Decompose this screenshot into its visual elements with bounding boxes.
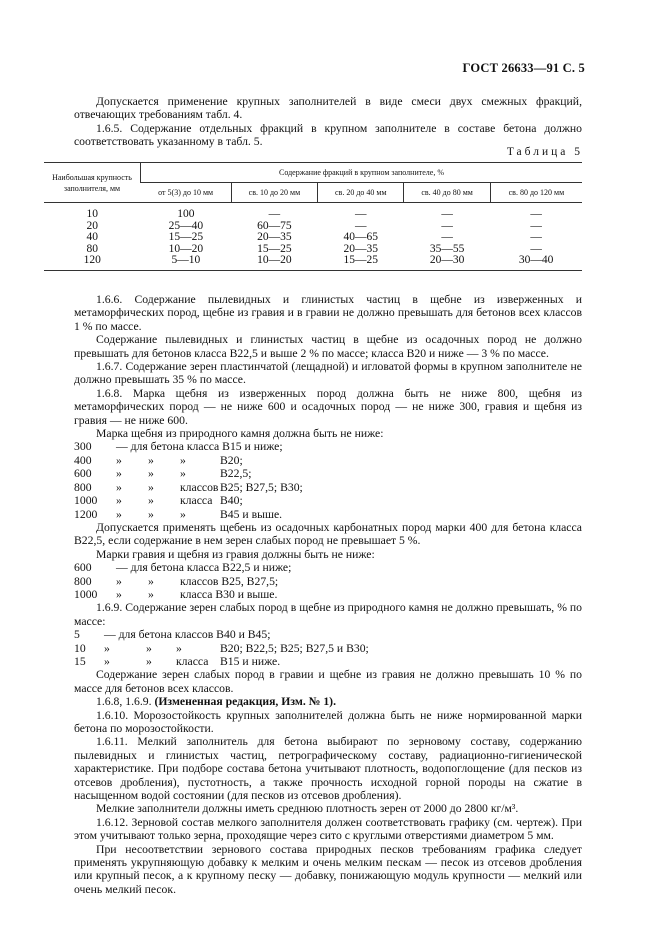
table-row — [44, 221, 582, 233]
gravel-marks-list — [74, 561, 582, 601]
table-cell: 20—35 — [257, 231, 292, 243]
paragraph-nonconformity: При несоответствии зернового состава природных песков требованиям графика следует применять укрупняющую добавку к мелким и очень мелким пескам — песок из отсевов дробления или крупный песок, а к крупному песку — добавку, понижающую модуль крупности — мелкий или очень мелкий песок. — [74, 842, 582, 896]
paragraph-1-6-6b: Содержание пылевидных и глинистых частиц в щебне из осадочных пород не должно превышать для бетонов класса B22,5 и выше 2 % по массе; класса В20 и ниже — 3 % по массе. — [74, 333, 582, 360]
table-cell: 25—40 — [168, 219, 204, 232]
paragraph-mix: Допускается применение крупных заполнителей в виде смеси двух смежных фракций, отвечающих требованиям табл. 4. — [74, 95, 582, 122]
stone-marks-list — [74, 440, 582, 520]
paragraph-1-6-12: 1.6.12. Зерновой состав мелкого заполнителя должен соответствовать графику (см. чертеж). При этом учитывают только зерна, проходящие через сито с круглыми отверстиями диаметром 5 мм. — [74, 815, 582, 843]
table-cell: 40—65 — [343, 231, 379, 243]
list-cell: В45 и выше. — [220, 507, 283, 521]
table-cell: — — [530, 242, 542, 255]
list-item — [74, 494, 582, 507]
page-header: ГОСТ 26633—91 С. 5 — [462, 61, 585, 75]
table-row — [44, 232, 582, 244]
list-cell: 5 — [74, 628, 80, 642]
paragraph-1-6-8c: Допускается применять щебень из осадочных карбонатных пород марки 400 для бетона класса В22,5, если содержание в нем зерен слабых пород не превышает 5 %. — [74, 520, 582, 548]
list-cell: 1200 — [74, 507, 98, 521]
paragraph-1-6-8b: Марка щебня из природного камня должна быть не ниже: — [96, 427, 384, 441]
list-item — [74, 481, 582, 494]
list-cell: класса — [176, 654, 209, 668]
table-cell: 100 — [177, 208, 195, 220]
list-cell: В15 и ниже. — [220, 654, 281, 668]
list-cell: » — [148, 574, 154, 588]
weak-rocks-list — [74, 628, 582, 668]
table-cell: 120 — [44, 255, 141, 270]
paragraph-density: Мелкие заполнители должны иметь среднюю плотность зерен от 2000 до 2800 кг/м³. — [96, 802, 519, 816]
table-cell: — — [355, 219, 367, 232]
paragraph-1-6-10: 1.6.10. Морозостойкость крупных заполнителей должна быть не ниже нормированной марки бетона по морозостойкости. — [74, 708, 582, 735]
paragraph-1-6-9b: Содержание зерен слабых пород в гравии и щебне из гравия не должно превышать 10 % по массе для бетонов всех классов. — [74, 668, 582, 695]
list-cell: 10 — [74, 641, 86, 655]
list-item — [74, 588, 582, 601]
list-item — [74, 561, 582, 574]
paragraph-1-6-8a: 1.6.8. Марка щебня из изверженных пород должна быть не ниже 800, щебня из метаморфических пород — не ниже 600 и осадочных пород — не ниже 300, гравия и щебня из гравия — не ниже 600. — [74, 386, 582, 427]
list-cell: » — [180, 453, 186, 467]
list-item — [74, 454, 582, 467]
sub-header: от 5(3) до 10 мм — [141, 183, 232, 203]
list-cell: 800 — [74, 480, 92, 494]
list-cell: » — [180, 467, 186, 481]
list-cell: 600 — [74, 467, 92, 481]
list-cell: 600 — [74, 561, 92, 575]
list-cell: В22,5; — [220, 467, 252, 481]
list-cell: » — [148, 494, 154, 508]
list-cell: » — [148, 467, 154, 481]
table-cell: 20—30 — [404, 255, 490, 270]
list-cell: классов — [180, 480, 219, 494]
list-cell: класса — [180, 494, 213, 508]
list-cell: — для бетона класса В22,5 и ниже; — [116, 561, 292, 575]
list-item — [74, 508, 582, 521]
list-cell: » — [104, 654, 110, 668]
list-cell: В40; — [220, 494, 243, 508]
table-cell: 20—35 — [343, 242, 379, 255]
list-cell: » — [148, 587, 154, 601]
list-cell: » — [116, 453, 122, 467]
list-cell: » — [180, 507, 186, 521]
list-cell: » — [116, 574, 122, 588]
list-cell: » — [146, 641, 152, 655]
table-row — [44, 255, 582, 270]
amendment-clauses: 1.6.8, 1.6.9. — [96, 695, 152, 709]
table-cell: 60—75 — [257, 219, 292, 232]
sub-header: св. 20 до 40 мм — [318, 183, 404, 203]
list-cell: 1000 — [74, 587, 98, 601]
table-cell: 35—55 — [429, 242, 465, 255]
table-cell: 15—25 — [168, 231, 204, 243]
list-item — [74, 655, 582, 668]
table-cell: 10—20 — [231, 255, 317, 270]
list-cell: — для бетона класса В15 и ниже; — [116, 440, 283, 454]
list-item — [74, 575, 582, 588]
list-item — [74, 628, 582, 641]
list-cell: » — [116, 467, 122, 481]
table-cell: — — [441, 231, 453, 243]
paragraph-1-6-5: 1.6.5. Содержание отдельных фракций в крупном заполнителе в составе бетона должно соответствовать указанному в табл. 5. — [74, 121, 582, 149]
paragraph-1-6-7: 1.6.7. Содержание зерен пластинчатой (лещадной) и игловатой формы в крупном заполнителе не должно превышать 35 % по массе. — [74, 360, 582, 387]
list-cell: » — [148, 453, 154, 467]
paragraph-1-6-6a: 1.6.6. Содержание пылевидных и глинистых частиц в щебне из изверженных и метаморфических пород, щебне из гравия и в гравии не должно превышать для бетонов всех классов 1 % по массе. — [74, 293, 582, 333]
list-cell: » — [116, 587, 122, 601]
table-cell: — — [355, 208, 367, 220]
paragraph-1-6-8d: Марки гравия и щебня из гравия должны быть не ниже: — [96, 547, 375, 561]
list-cell: » — [116, 480, 122, 494]
table-cell: — — [530, 208, 542, 220]
list-cell: В20; — [220, 453, 243, 467]
table-cell: — — [441, 219, 453, 232]
paragraph-1-6-11: 1.6.11. Мелкий заполнитель для бетона выбирают по зерновому составу, содержанию пылевидных и глинистых частиц, петрографическому составу, радиационно-гигиенической характеристике. При подборе состава бетона учитывают плотность, водопоглощение (для песков из отсевов дробления), пустотность, а также прочность исходной горной породы на сжатие в насыщенном водой состоянии (для песков из отсевов дробления). — [74, 735, 582, 803]
list-cell: » — [116, 494, 122, 508]
table-cell: 80 — [86, 242, 98, 255]
table-cell: — — [530, 219, 542, 232]
table-cell: 15—25 — [318, 255, 404, 270]
list-cell: 400 — [74, 453, 92, 467]
table-cell: — — [530, 231, 542, 243]
table-cell: — — [441, 208, 453, 220]
body-block — [74, 293, 582, 896]
table-row — [44, 244, 582, 256]
table-cell: 20 — [86, 219, 98, 232]
table-cell: 30—40 — [490, 255, 582, 270]
col-header-max-size: Наибольшая крупность заполнителя, мм — [44, 163, 141, 203]
list-cell: » — [148, 480, 154, 494]
table-cell: 5—10 — [141, 255, 232, 270]
list-cell: » — [176, 641, 182, 655]
list-cell: 1000 — [74, 494, 98, 508]
list-cell: В20; В22,5; В25; В27,5 и В30; — [220, 641, 369, 655]
list-cell: » — [148, 507, 154, 521]
list-cell: » — [104, 641, 110, 655]
sub-header: св. 40 до 80 мм — [404, 183, 490, 203]
amendment-label: (Измененная редакция, Изм. № 1). — [154, 695, 336, 709]
list-cell: классов В25, В27,5; — [180, 574, 279, 588]
table-caption: Таблица 5 — [506, 146, 583, 158]
table-cell: 10 — [86, 208, 98, 220]
table-cell: 15—25 — [257, 242, 292, 255]
list-item — [74, 642, 582, 655]
list-item — [74, 440, 582, 453]
list-cell: » — [146, 654, 152, 668]
table-cell: 10—20 — [168, 242, 204, 255]
list-cell: » — [116, 507, 122, 521]
table-row — [44, 203, 582, 221]
list-item — [74, 467, 582, 480]
list-cell: 15 — [74, 654, 86, 668]
table-cell: 40 — [86, 231, 98, 243]
intro-block — [74, 95, 582, 149]
list-cell: 800 — [74, 574, 92, 588]
list-cell: — для бетона классов В40 и В45; — [104, 628, 271, 642]
sub-header: св. 10 до 20 мм — [231, 183, 317, 203]
sub-header: св. 80 до 120 мм — [490, 183, 582, 203]
col-header-group: Содержание фракций в крупном заполнителе, % — [141, 163, 583, 183]
list-cell: В25; В27,5; В30; — [220, 480, 303, 494]
list-cell: 300 — [74, 440, 92, 454]
fractions-table — [44, 162, 582, 271]
table-cell: — — [268, 208, 281, 220]
paragraph-1-6-9a: 1.6.9. Содержание зерен слабых пород в щебне из природного камня не должно превышать, % по массе: — [74, 601, 582, 628]
list-cell: класса В30 и выше. — [180, 587, 278, 601]
amendment-note — [74, 695, 582, 708]
